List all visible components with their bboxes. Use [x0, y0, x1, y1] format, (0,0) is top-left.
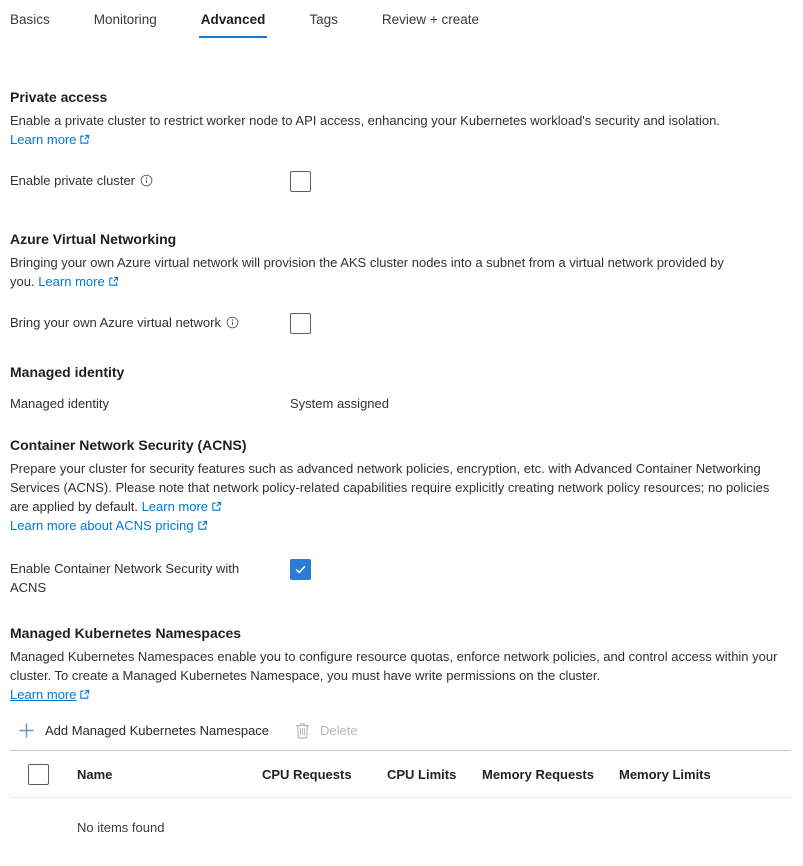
table-header-checkbox-cell [28, 764, 77, 785]
info-icon[interactable] [226, 316, 239, 329]
tab-basics[interactable]: Basics [10, 12, 50, 27]
enable-acns-label [10, 559, 290, 597]
external-link-icon [79, 134, 90, 145]
acns-description-text: Prepare your cluster for security features such as advanced network policies, encryption, etc. with Advanced Container Networking Services (ACNS). Please note that network policy-related capabilities require explicitly creating network policy resources; no policies are applied by default. [10, 461, 770, 514]
enable-private-cluster-row [10, 171, 791, 192]
namespaces-table-header [10, 751, 791, 797]
namespaces-command-bar [10, 722, 791, 739]
enable-acns-row [10, 559, 791, 597]
learn-more-label: Learn more [10, 132, 77, 147]
private-access-learn-more-link[interactable] [10, 132, 90, 147]
enable-acns-checkbox[interactable] [290, 559, 311, 580]
wizard-tabbar [8, 0, 791, 38]
acns-description [10, 459, 782, 516]
tab-monitoring[interactable]: Monitoring [93, 12, 157, 27]
acns-pricing-link-row [10, 516, 791, 535]
byo-vnet-label-text: Bring your own Azure virtual network [10, 315, 221, 330]
column-header-memory-requests[interactable]: Memory Requests [482, 766, 594, 782]
delete-namespace-button[interactable] [295, 722, 358, 739]
info-icon[interactable] [140, 174, 153, 187]
table-empty-message: No items found [77, 820, 165, 835]
add-namespace-button-label: Add Managed Kubernetes Namespace [45, 723, 270, 738]
acns-heading: Container Network Security (ACNS) [10, 437, 247, 453]
tab-advanced[interactable]: Advanced [199, 12, 268, 38]
external-link-icon [79, 689, 90, 700]
acns-learn-more-link[interactable] [142, 499, 222, 514]
column-header-cpu-requests[interactable]: CPU Requests [262, 766, 352, 782]
checkmark-icon [294, 563, 307, 576]
enable-private-cluster-label [10, 171, 290, 190]
managed-identity-heading: Managed identity [10, 364, 125, 380]
enable-acns-label-text: Enable Container Network Security with ACNS [10, 561, 240, 595]
external-link-icon [211, 501, 222, 512]
external-link-icon [108, 276, 119, 287]
plus-icon [18, 722, 35, 739]
virtual-networking-description-text: Bringing your own Azure virtual network will provision the AKS cluster nodes into a subnet from a virtual network provided by you. [10, 255, 724, 289]
byo-vnet-label [10, 313, 290, 332]
namespaces-learn-more-row [10, 685, 791, 704]
namespaces-description: Managed Kubernetes Namespaces enable you to configure resource quotas, enforce network policies, and control access within your cluster. To create a Managed Kubernetes Namespace, you must have write permissions on the cluster. [10, 649, 778, 683]
delete-namespace-button-label: Delete [320, 723, 358, 738]
namespaces-learn-more-link[interactable] [10, 687, 76, 702]
add-namespace-button[interactable] [18, 722, 269, 739]
virtual-networking-description [10, 253, 752, 291]
column-header-cpu-limits[interactable]: CPU Limits [387, 766, 457, 782]
select-all-checkbox[interactable] [28, 764, 49, 785]
learn-more-label: Learn more [141, 499, 209, 514]
trash-icon [295, 722, 310, 739]
learn-more-label: Learn more [10, 687, 77, 702]
column-header-name[interactable]: Name [77, 766, 113, 782]
managed-identity-row [10, 396, 791, 411]
acns-pricing-link[interactable] [10, 518, 208, 533]
namespaces-heading: Managed Kubernetes Namespaces [10, 625, 242, 641]
virtual-networking-learn-more-link[interactable] [38, 274, 118, 289]
private-access-heading: Private access [10, 89, 108, 105]
acns-pricing-link-label: Learn more about ACNS pricing [10, 518, 194, 533]
byo-vnet-row [10, 313, 791, 334]
tab-tags[interactable]: Tags [309, 12, 338, 27]
virtual-networking-heading: Azure Virtual Networking [10, 231, 177, 247]
managed-identity-row-value: System assigned [290, 396, 389, 411]
column-header-memory-limits[interactable]: Memory Limits [619, 766, 711, 782]
private-access-description-text: Enable a private cluster to restrict worker node to API access, enhancing your Kubernetes workload's security and isolation. [10, 113, 720, 128]
external-link-icon [197, 520, 208, 531]
learn-more-label: Learn more [38, 274, 105, 289]
table-header-divider [10, 797, 791, 798]
enable-private-cluster-label-text: Enable private cluster [10, 173, 136, 188]
private-access-description [10, 111, 752, 149]
byo-vnet-checkbox[interactable] [290, 313, 311, 334]
managed-identity-row-label: Managed identity [10, 396, 110, 411]
tab-review-create[interactable]: Review + create [381, 12, 480, 27]
enable-private-cluster-checkbox[interactable] [290, 171, 311, 192]
